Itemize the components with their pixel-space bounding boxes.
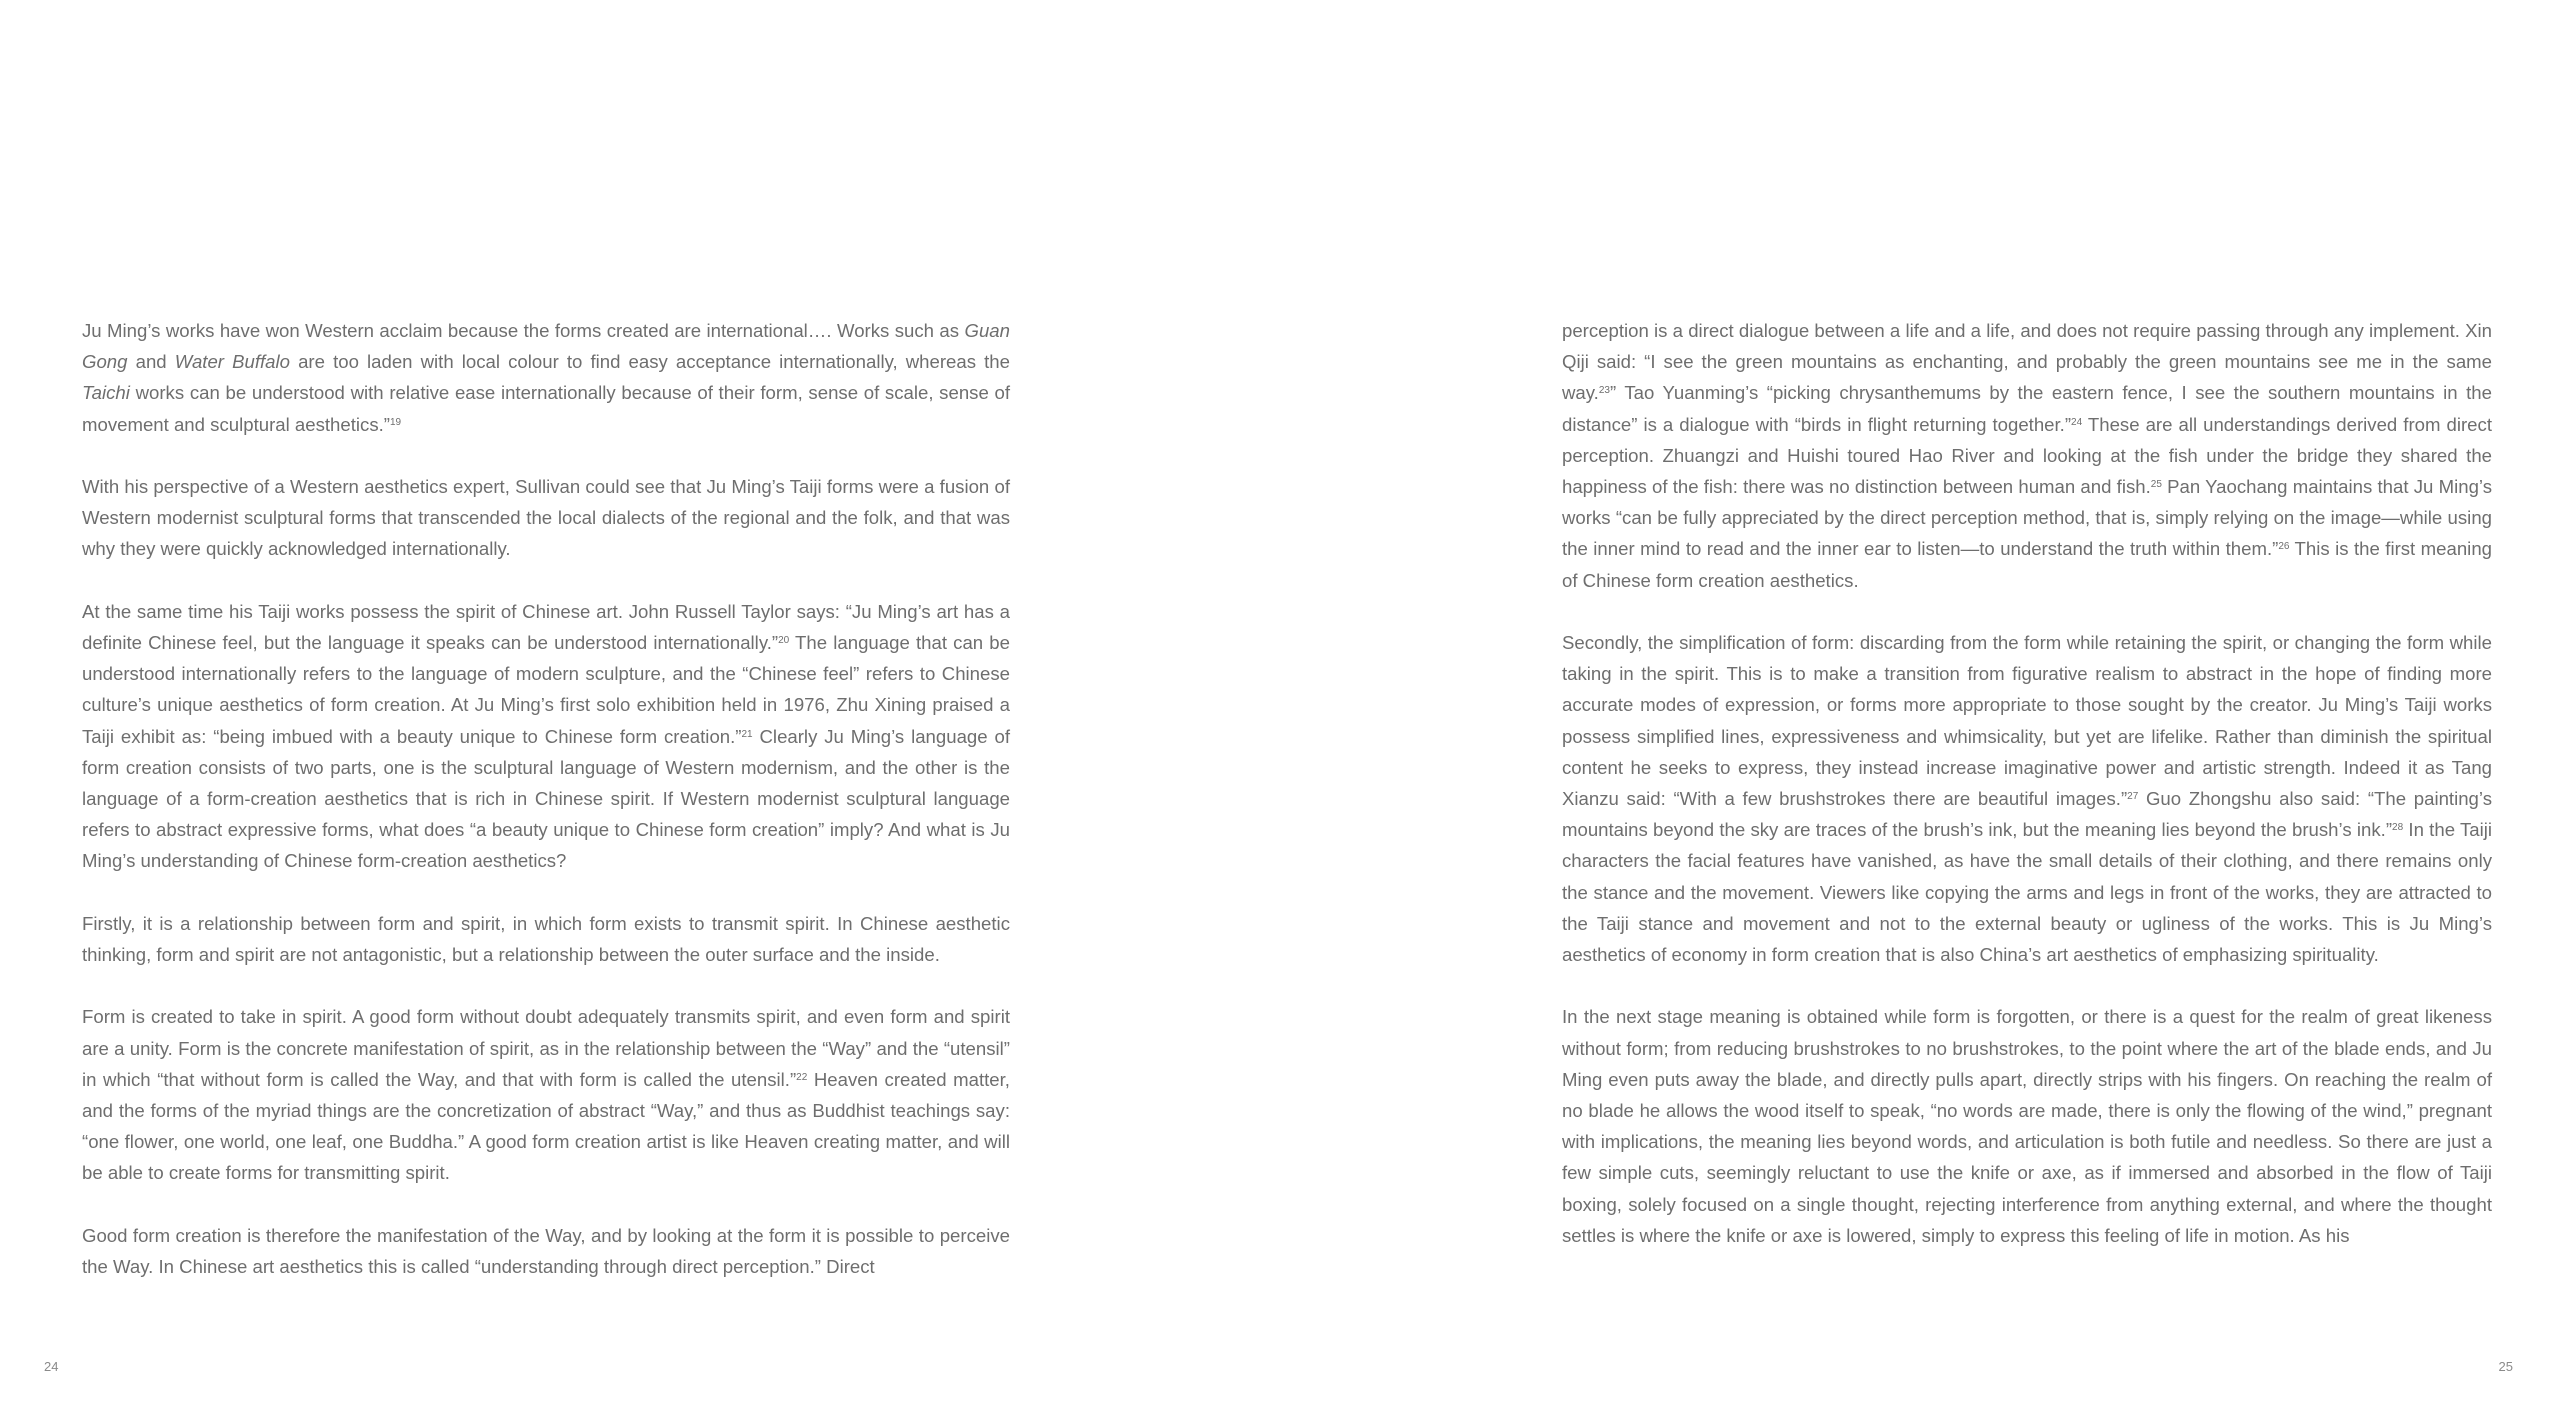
paragraph: In the next stage meaning is obtained while form is forgotten, or there is a quest for the realm of great likeness without form; from reducing brushstrokes to no brushstrokes, to the point where the art of the blade ends, and Ju Ming even puts away the blade, and directly pulls apart, directly strips with his fingers. On reaching the realm of no blade he allows the wood itself to speak, “no words are made, there is only the flowing of the wind,” pregnant with implications, the meaning lies beyond words, and articulation is both futile and needless. So there are just a few simple cuts, seemingly reluctant to use the knife or axe, as if immersed and absorbed in the flow of Taiji boxing, solely focused on a single thought, rejecting interference from anything external, and where the thought settles is where the knife or axe is lowered, simply to express this feeling of life in motion. As his — [1562, 1006, 2492, 1246]
right-page-text-column — [1562, 315, 2492, 1251]
footnote-marker: 21 — [741, 728, 753, 740]
page-number-left: 24 — [44, 1359, 59, 1374]
left-page-text-column — [82, 315, 1010, 1282]
text-run: At the same time his Taiji works possess the spirit of Chinese art. John Russell Taylor says: “Ju Ming’s art has a definite Chinese feel, but the language it speaks can be understood internationally.” — [82, 600, 1010, 653]
footnote-marker: 26 — [2278, 541, 2290, 553]
text-run: Pan Yaochang maintains that Ju Ming’s works “can be fully appreciated by the direct perception method, that is, simply relying on the image—while using the inner mind to read and the inner ear to listen—to understand the truth within them.” — [1562, 476, 2493, 560]
footnote-marker: 22 — [796, 1071, 808, 1083]
paragraph — [82, 315, 1010, 440]
paragraph — [1562, 315, 2492, 596]
footnote-marker: 19 — [389, 416, 402, 428]
paragraph — [82, 1001, 1010, 1188]
text-run: Guo Zhongshu also said: “The painting’s mountains beyond the sky are traces of the brush’s ink, but the meaning lies beyond the brush’s ink.” — [1562, 788, 2492, 841]
footnote-marker: 23 — [1598, 385, 1610, 397]
footnote-marker: 25 — [2150, 479, 2162, 491]
text-run: Ju Ming’s works have won Western acclaim because the forms created are international…. Works such as — [82, 320, 965, 341]
text-run: Heaven created matter, and the forms of the myriad things are the concretization of abstract “Way,” and thus as Buddhist teachings say: “one flower, one world, one leaf, one Buddha.” A good form creation artist is like Heaven creating matter, and will be able to create forms for transmitting spirit. — [82, 1068, 1010, 1184]
paragraph: Good form creation is therefore the manifestation of the Way, and by looking at the form it is possible to perceive the Way. In Chinese art aesthetics this is called “understanding through direct perception.” Direct — [82, 1224, 1010, 1278]
text-run: works can be understood with relative ease internationally because of their form, sense of scale, sense of movement and sculptural aesthetics.” — [82, 382, 1010, 435]
text-run: Form is created to take in spirit. A good form without doubt adequately transmits spirit, and even form and spirit are a unity. Form is the concrete manifestation of spirit, as in the relationship between the “Way” and the “utensil” in which “that without form is called the Way, and that with form is called the utensil.” — [82, 1006, 1010, 1090]
text-run: This is the first meaning of Chinese form creation aesthetics. — [1562, 538, 2492, 591]
footnote-marker: 24 — [2071, 416, 2083, 428]
italic-title: Guan Gong — [82, 320, 1010, 373]
text-run: The language that can be understood internationally refers to the language of modern sculpture, and the “Chinese feel” refers to Chinese culture’s unique aesthetics of form creation. At Ju Ming’s first solo exhibition held in 1976, Zhu Xining praised a Taiji exhibit as: “being imbued with a beauty unique to Chinese form creation.” — [82, 632, 1010, 747]
text-run: ” Tao Yuanming’s “picking chrysanthemums by the eastern fence, I see the southern mountains in the distance” is a dialogue with “birds in flight returning together.” — [1562, 382, 2492, 435]
text-run: and — [127, 351, 175, 373]
italic-title: Taichi — [82, 382, 130, 404]
paragraph: Firstly, it is a relationship between form and spirit, in which form exists to transmit spirit. In Chinese aesthetic thinking, form and spirit are not antagonistic, but a relationship between the outer surface and the inside. — [82, 912, 1010, 966]
footnote-marker: 27 — [2127, 791, 2139, 803]
paragraph — [82, 596, 1010, 877]
text-run: are too laden with local colour to find easy acceptance internationally, whereas the — [289, 351, 1010, 373]
footnote-marker: 20 — [778, 635, 790, 646]
text-run: Secondly, the simplification of form: discarding from the form while retaining the spirit, or changing the form while taking in the spirit. This is to make a transition from figurative realism to abstract in the hope of finding more accurate modes of expression, or forms more appropriate to those sought by the creator. Ju Ming’s Taiji works possess simplified lines, expressiveness and whimsicality, but yet are lifelike. Rather than diminish the spiritual content he seeks to express, they instead increase imaginative power and artistic strength. Indeed it as Tang Xianzu said: “With a few brushstrokes there are beautiful images.” — [1562, 632, 2492, 810]
footnote-marker: 28 — [2392, 822, 2404, 834]
text-run: In the Taiji characters the facial features have vanished, as have the small details of their clothing, and there remains only the stance and the movement. Viewers like copying the arms and legs in front of the works, they are attracted to the Taiji stance and movement and not to the external beauty or ugliness of the works. This is Ju Ming’s aesthetics of economy in form creation that is also China’s art aesthetics of emphasizing spirituality. — [1562, 819, 2492, 966]
page-number-right: 25 — [2498, 1359, 2513, 1374]
text-run: perception is a direct dialogue between a life and a life, and does not require passing through any implement. Xin Qiji said: “I see the green mountains as enchanting, and probably the green mountains see me in the same way. — [1562, 320, 2492, 404]
text-run: Clearly Ju Ming’s language of form creation consists of two parts, one is the sculptural language of Western modernism, and the other is the language of a form-creation aesthetics that is rich in Chinese spirit. If Western modernist sculptural language refers to abstract expressive forms, what does “a beauty unique to Chinese form creation” imply? And what is Ju Ming’s understanding of Chinese form-creation aesthetics? — [82, 725, 1010, 872]
paragraph — [1562, 627, 2492, 970]
paragraph: With his perspective of a Western aesthetics expert, Sullivan could see that Ju Ming’s Taiji forms were a fusion of Western modernist sculptural forms that transcended the local dialects of the regional and the folk, and that was why they were quickly acknowledged internationally. — [82, 476, 1010, 560]
italic-title: Water Buffalo — [174, 351, 290, 373]
text-run: These are all understandings derived from direct perception. Zhuangzi and Huishi toured Hao River and looking at the fish under the bridge they shared the happiness of the fish: there was no distinction between human and fish. — [1562, 413, 2492, 498]
